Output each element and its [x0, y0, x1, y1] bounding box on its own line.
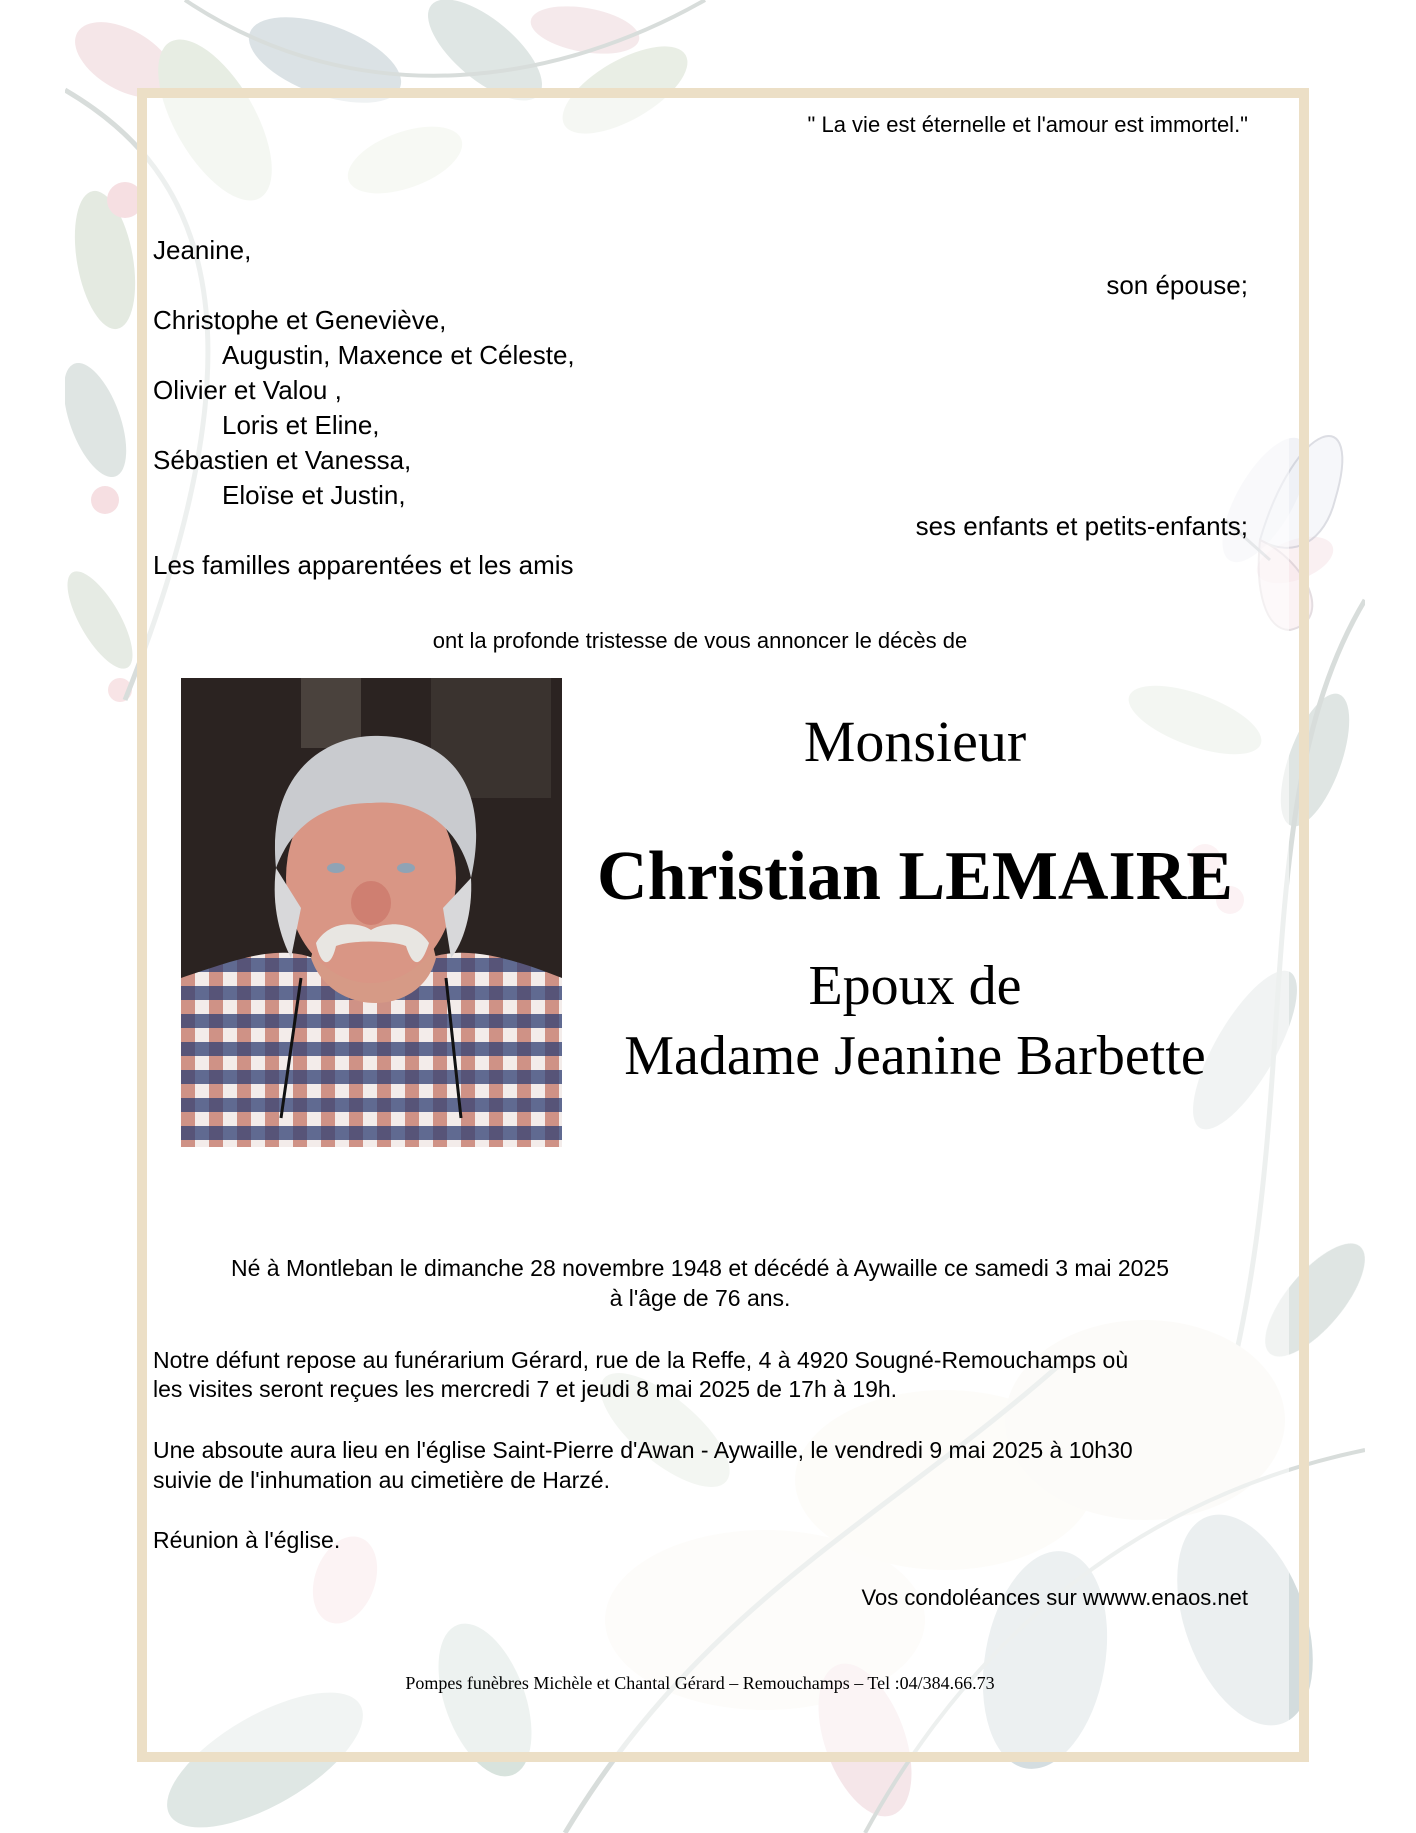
deceased-title: Monsieur [803, 709, 1027, 774]
epigraph-quote: " La vie est éternelle et l'amour est immortel." [807, 112, 1248, 137]
condolences-link[interactable]: Vos condoléances sur wwww.enaos.net [861, 1585, 1248, 1610]
birth-death-line-1: Né à Montleban le dimanche 28 novembre 1948 et décédé à Aywaille ce samedi 3 mai 2025 [230, 1255, 1170, 1281]
birth-death-line-2: à l'âge de 76 ans. [609, 1285, 791, 1311]
deceased-name: Christian LEMAIRE [597, 838, 1233, 915]
family-line: Eloïse et Justin, [222, 480, 406, 510]
visitation-line-2: les visites seront reçues les mercredi 7 et jeudi 8 mai 2025 de 17h à 19h. [153, 1376, 898, 1402]
family-line: Augustin, Maxence et Céleste, [222, 340, 575, 370]
family-line: Christophe et Geneviève, [153, 305, 447, 335]
children-role: ses enfants et petits-enfants; [915, 511, 1248, 541]
visitation-line-1: Notre défunt repose au funérarium Gérard, rue de la Reffe, 4 à 4920 Sougné-Remouchamps où [153, 1347, 1129, 1373]
funeral-home-footer: Pompes funèbres Michèle et Chantal Gérard – Remouchamps – Tel :04/384.66.73 [405, 1673, 995, 1693]
ceremony-line-1: Une absoute aura lieu en l'église Saint-Pierre d'Awan - Aywaille, le vendredi 9 mai 2025 à 10h30 [153, 1437, 1133, 1463]
relation-line-2: Madame Jeanine Barbette [624, 1025, 1206, 1087]
family-line: Sébastien et Vanessa, [153, 445, 412, 475]
spouse-name: Jeanine, [153, 235, 252, 265]
announcement-text: ont la profonde tristesse de vous annoncer le décès de [432, 628, 968, 653]
relation-line-1: Epoux de [808, 955, 1022, 1017]
ceremony-line-2: suivie de l'inhumation au cimetière de Harzé. [153, 1467, 610, 1493]
family-line: Loris et Eline, [222, 410, 380, 440]
portrait-photo [181, 678, 562, 1147]
family-line: Olivier et Valou , [153, 375, 342, 405]
spouse-role: son épouse; [1106, 270, 1248, 300]
gathering-text: Réunion à l'église. [153, 1527, 341, 1553]
relatives-and-friends: Les familles apparentées et les amis [153, 550, 574, 580]
